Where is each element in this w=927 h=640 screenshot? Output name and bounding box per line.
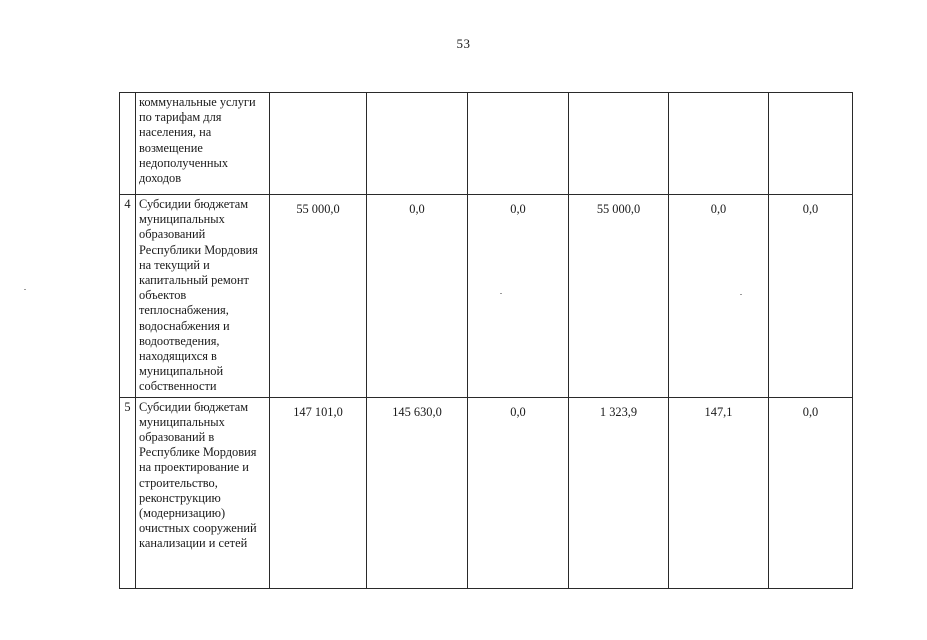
row-index	[120, 93, 136, 195]
scan-speck	[24, 289, 26, 290]
row-value: 1 323,9	[569, 397, 669, 588]
table-row	[120, 397, 853, 588]
page-number: 53	[456, 36, 471, 51]
row-value	[569, 93, 669, 195]
row-index: 4	[120, 195, 136, 398]
row-value: 0,0	[769, 397, 853, 588]
row-value	[769, 93, 853, 195]
row-value	[468, 93, 569, 195]
row-value: 147,1	[669, 397, 769, 588]
table-row	[120, 195, 853, 398]
row-value: 0,0	[669, 195, 769, 398]
row-name: Субсидии бюджетам муниципальных образований Республики Мордовия на текущий и капитальный ремонт объектов теплоснабжения, водоснабжения и водоотведения, находящихся в муниципальной собственности	[136, 195, 270, 398]
budget-table	[119, 92, 853, 589]
row-value: 145 630,0	[367, 397, 468, 588]
row-value	[669, 93, 769, 195]
row-value	[367, 93, 468, 195]
row-value: 0,0	[468, 397, 569, 588]
row-index: 5	[120, 397, 136, 588]
row-value: 0,0	[769, 195, 853, 398]
row-value: 0,0	[468, 195, 569, 398]
row-name: коммунальные услуги по тарифам для населения, на возмещение недополученных доходов	[136, 93, 270, 195]
row-value	[270, 93, 367, 195]
row-name: Субсидии бюджетам муниципальных образований в Республике Мордовия на проектирование и строительство, реконструкцию (модернизацию) очистных сооружений канализации и сетей	[136, 397, 270, 588]
table-row	[120, 93, 853, 195]
scan-speck	[500, 293, 502, 294]
row-value: 0,0	[367, 195, 468, 398]
row-value: 55 000,0	[270, 195, 367, 398]
row-value: 55 000,0	[569, 195, 669, 398]
scan-speck	[740, 294, 742, 295]
row-value: 147 101,0	[270, 397, 367, 588]
